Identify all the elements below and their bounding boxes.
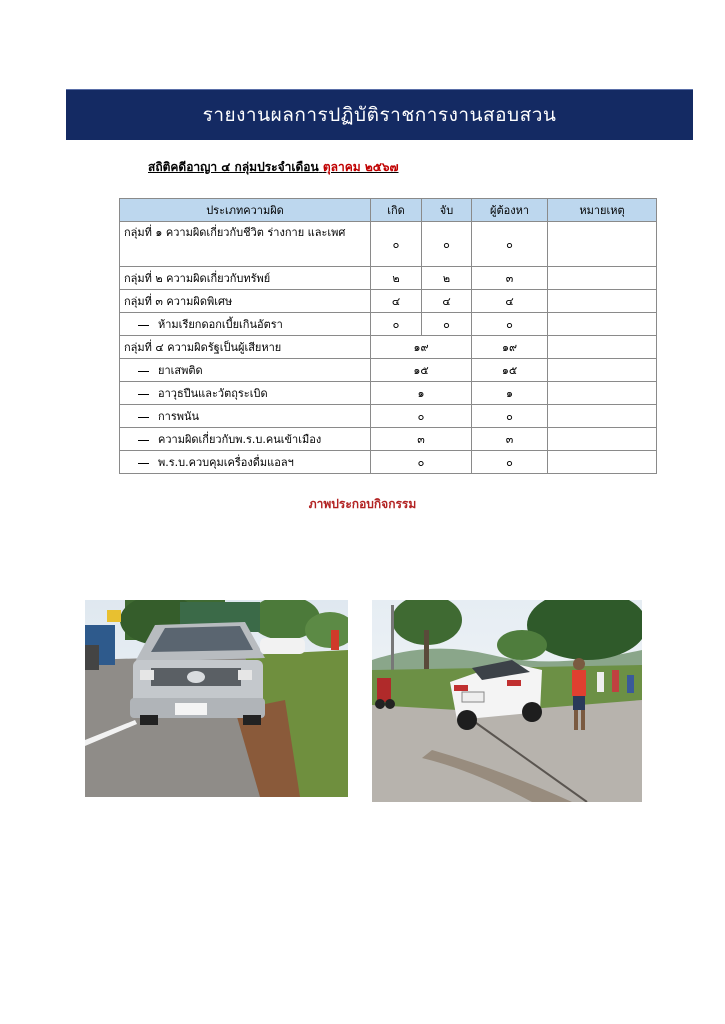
table-row [120,382,657,405]
cell-arrested: ๔ [422,290,472,313]
table-header-row [120,199,657,222]
cell-remarks [548,290,657,313]
subtitle-prefix: สถิติคดีอาญา ๔ กลุ่มประจำเดือน [148,160,319,174]
activity-photos-caption: ภาพประกอบกิจกรรม [308,497,417,511]
row-label: อาวุธปืนและวัตถุระเบิด [120,382,371,405]
row-label: กลุ่มที่ ๑ ความผิดเกี่ยวกับชีวิต ร่างกาย และเพศ [120,222,371,267]
cell-remarks [548,313,657,336]
cell-remarks [548,451,657,474]
cell-remarks [548,359,657,382]
cell-arrested: ๒ [422,267,472,290]
cell-occurred-arrested: ๑๕ [371,359,472,382]
header-remarks: หมายเหตุ [548,199,657,222]
row-label: กลุ่มที่ ๔ ความผิดรัฐเป็นผู้เสียหาย [120,336,371,359]
table-row [120,451,657,474]
cell-remarks [548,336,657,359]
activity-photo-sedan-accident [372,600,642,802]
table-row [120,267,657,290]
cell-suspects: ๑๕ [472,359,548,382]
cell-occurred-arrested: ๑๙ [371,336,472,359]
row-label: กลุ่มที่ ๓ ความผิดพิเศษ [120,290,371,313]
cell-suspects: ๓ [472,267,548,290]
table-row [120,290,657,313]
header-offense-type: ประเภทความผิด [120,199,371,222]
subtitle-month: ตุลาคม ๒๕๖๗ [322,160,399,174]
cell-suspects: ๔ [472,290,548,313]
row-label: ห้ามเรียกดอกเบี้ยเกินอัตรา [120,313,371,336]
report-title: รายงานผลการปฏิบัติราชการงานสอบสวน [202,104,557,126]
cell-remarks [548,222,657,267]
row-label: กลุ่มที่ ๒ ความผิดเกี่ยวกับทรัพย์ [120,267,371,290]
row-label: ความผิดเกี่ยวกับพ.ร.บ.คนเข้าเมือง [120,428,371,451]
table-row [120,222,657,267]
cell-occurred-arrested: ๐ [371,405,472,428]
cell-occurred: ๐ [371,313,422,336]
cell-remarks [548,382,657,405]
cell-occurred: ๔ [371,290,422,313]
cell-occurred-arrested: ๑ [371,382,472,405]
cell-suspects: ๐ [472,451,548,474]
cell-occurred-arrested: ๐ [371,451,472,474]
table-row [120,405,657,428]
header-suspects: ผู้ต้องหา [472,199,548,222]
report-title-banner [66,89,693,140]
row-label: พ.ร.บ.ควบคุมเครื่องดื่มแอลฯ [120,451,371,474]
table-row [120,313,657,336]
table-row [120,336,657,359]
crime-statistics-table [119,198,657,474]
cell-suspects: ๑๙ [472,336,548,359]
statistics-subtitle [148,158,399,177]
cell-suspects: ๓ [472,428,548,451]
table-row [120,359,657,382]
cell-suspects: ๑ [472,382,548,405]
cell-occurred: ๐ [371,222,422,267]
cell-suspects: ๐ [472,313,548,336]
cell-arrested: ๐ [422,222,472,267]
cell-occurred: ๒ [371,267,422,290]
header-arrested: จับ [422,199,472,222]
row-label: ยาเสพติด [120,359,371,382]
cell-occurred-arrested: ๓ [371,428,472,451]
cell-arrested: ๐ [422,313,472,336]
cell-suspects: ๐ [472,405,548,428]
header-occurred: เกิด [371,199,422,222]
table-row [120,428,657,451]
row-label: การพนัน [120,405,371,428]
cell-remarks [548,428,657,451]
cell-suspects: ๐ [472,222,548,267]
cell-remarks [548,405,657,428]
cell-remarks [548,267,657,290]
activity-photo-pickup-truck [85,600,348,797]
